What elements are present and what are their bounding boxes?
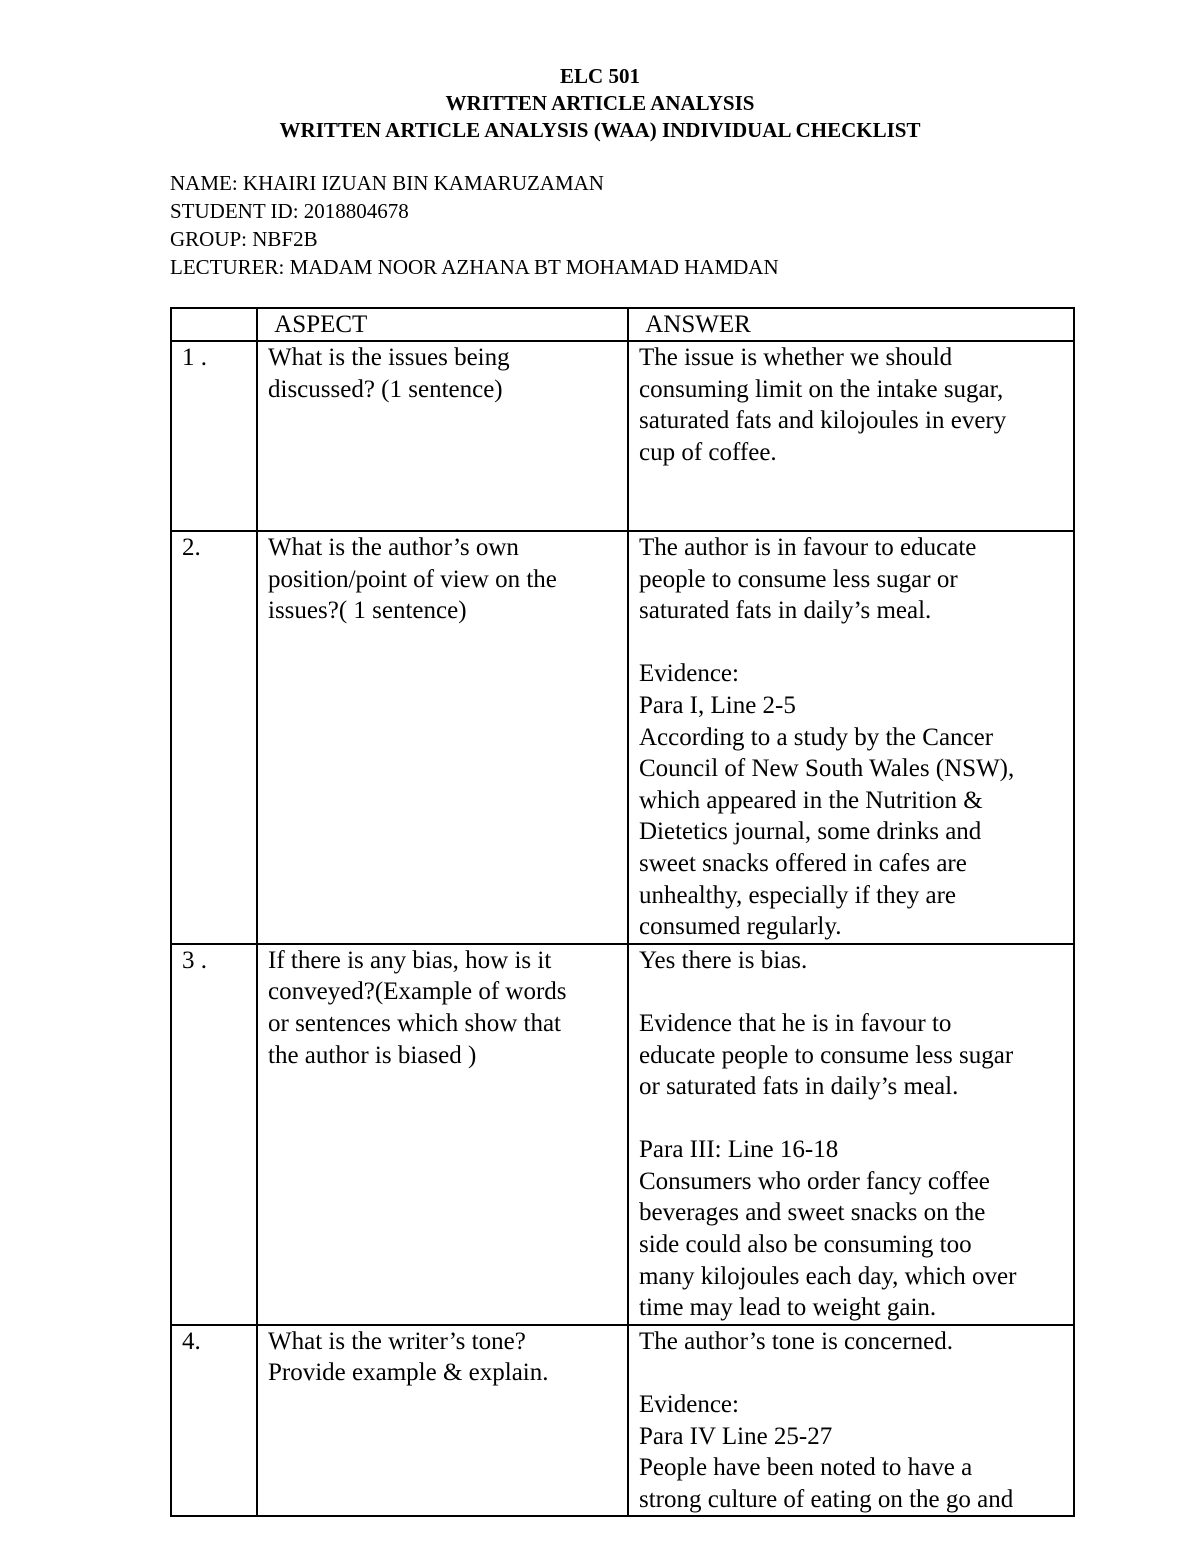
table-row [171, 531, 1074, 944]
answer-line: cup of coffee. [639, 438, 777, 466]
spacer [639, 1357, 1065, 1389]
aspect-line: conveyed?(Example of words [268, 978, 567, 1006]
quote-line: time may lead to weight gain. [639, 1294, 937, 1322]
header-cell-number [171, 308, 257, 341]
aspect-line: Provide example & explain. [268, 1359, 549, 1387]
aspect-cell [257, 944, 628, 1325]
paragraph-reference: Para III: Line 16-18 [639, 1136, 839, 1164]
quote-line: According to a study by the Cancer [639, 723, 994, 751]
quote-line: unhealthy, especially if they are [639, 881, 956, 909]
aspect-line: or sentences which show that [268, 1009, 561, 1037]
answer-line: consuming limit on the intake sugar, [639, 375, 1004, 403]
paragraph-reference: Para I, Line 2-5 [639, 691, 796, 719]
quote-line: which appeared in the Nutrition & [639, 786, 983, 814]
header-answer-label: ANSWER [645, 311, 751, 338]
document-title: WRITTEN ARTICLE ANALYSIS [445, 91, 755, 115]
answer-line: saturated fats and kilojoules in every [639, 407, 1007, 435]
table-row [171, 944, 1074, 1325]
aspect-line: discussed? (1 sentence) [268, 375, 503, 403]
header-aspect-label: ASPECT [274, 311, 368, 338]
quote-line: strong culture of eating on the go and [639, 1485, 1014, 1513]
spacer [639, 1103, 1065, 1135]
aspect-cell [257, 341, 628, 531]
answer-cell [628, 531, 1074, 944]
lecturer-name: LECTURER: MADAM NOOR AZHANA BT MOHAMAD HAMDAN [170, 255, 779, 279]
row-number: 3 . [171, 944, 257, 1325]
row-number: 4. [171, 1325, 257, 1517]
answer-line: people to consume less sugar or [639, 565, 958, 593]
evidence-line: educate people to consume less sugar [639, 1041, 1014, 1069]
answer-cell [628, 341, 1074, 531]
evidence-line: or saturated fats in daily’s meal. [639, 1073, 959, 1101]
table-header-row [171, 308, 1074, 341]
quote-line: Dietetics journal, some drinks and [639, 818, 982, 846]
answer-line: The author’s tone is concerned. [639, 1327, 954, 1355]
quote-line: People have been noted to have a [639, 1454, 973, 1482]
quote-line: sweet snacks offered in cafes are [639, 849, 967, 877]
student-name: NAME: KHAIRI IZUAN BIN KAMARUZAMAN [170, 171, 604, 195]
header-cell-aspect [257, 308, 628, 341]
evidence-line: Evidence that he is in favour to [639, 1009, 952, 1037]
quote-line: Council of New South Wales (NSW), [639, 755, 1015, 783]
aspect-line: the author is biased ) [268, 1041, 477, 1069]
answer-line: saturated fats in daily’s meal. [639, 597, 932, 625]
aspect-line: position/point of view on the [268, 565, 557, 593]
student-id: STUDENT ID: 2018804678 [170, 199, 409, 223]
aspect-line: If there is any bias, how is it [268, 946, 552, 974]
aspect-line: What is the issues being [268, 344, 510, 371]
aspect-cell [257, 531, 628, 944]
quote-line: side could also be consuming too [639, 1231, 972, 1259]
quote-line: Consumers who order fancy coffee [639, 1167, 990, 1195]
aspect-line: What is the author’s own [268, 534, 519, 561]
aspect-cell [257, 1325, 628, 1517]
document-subtitle: WRITTEN ARTICLE ANALYSIS (WAA) INDIVIDUAL CHECKLIST [279, 118, 921, 142]
answer-line: The issue is whether we should [639, 344, 953, 371]
student-group: GROUP: NBF2B [170, 227, 318, 251]
answer-cell [628, 944, 1074, 1325]
evidence-label: Evidence: [639, 660, 739, 688]
table-row [171, 1325, 1074, 1517]
table-row [171, 341, 1074, 531]
quote-line: beverages and sweet snacks on the [639, 1199, 986, 1227]
checklist-table [170, 307, 1075, 1517]
quote-line: many kilojoules each day, which over [639, 1262, 1017, 1290]
answer-line: Yes there is bias. [639, 946, 808, 974]
paragraph-reference: Para IV Line 25-27 [639, 1422, 833, 1450]
evidence-label: Evidence: [639, 1391, 739, 1419]
quote-line: consumed regularly. [639, 913, 842, 941]
aspect-line: issues?( 1 sentence) [268, 597, 467, 625]
spacer [639, 976, 1065, 1008]
answer-cell [628, 1325, 1074, 1517]
answer-line: The author is in favour to educate [639, 534, 977, 561]
header-cell-answer [628, 308, 1074, 341]
row-number: 2. [171, 531, 257, 944]
aspect-line: What is the writer’s tone? [268, 1327, 526, 1355]
row-number: 1 . [171, 341, 257, 531]
course-code: ELC 501 [560, 64, 640, 88]
spacer [639, 627, 1065, 659]
